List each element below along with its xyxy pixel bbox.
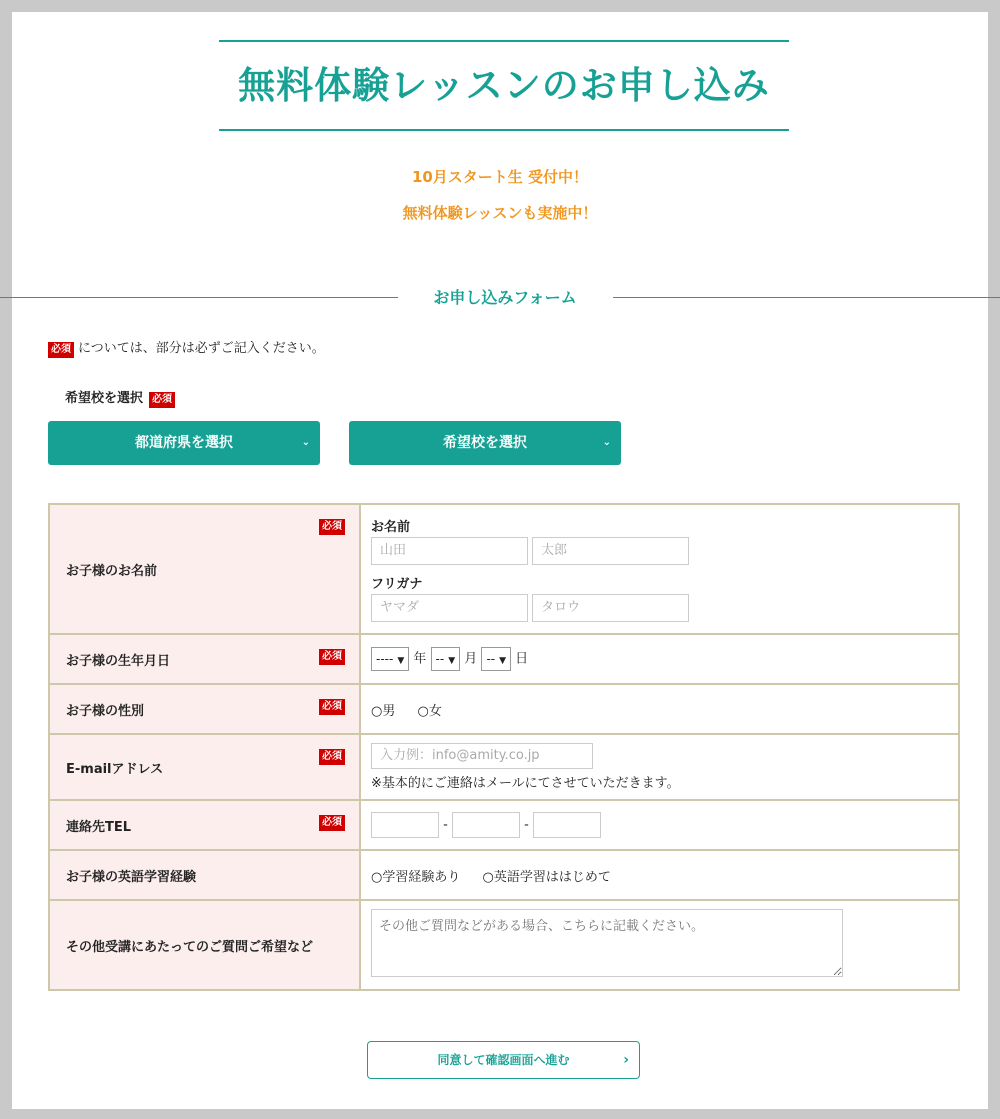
form-row-tel <box>50 801 958 849</box>
first-name-input[interactable]: 太郎 <box>532 537 689 565</box>
prefecture-select[interactable] <box>48 421 320 465</box>
row-header <box>50 851 359 899</box>
year-unit: 年 <box>413 651 427 667</box>
confirm-button-label: 同意して確認画面へ進む <box>437 1053 570 1067</box>
chevron-right-icon: › <box>623 1052 629 1068</box>
chevron-down-icon: ⌄ <box>301 437 310 448</box>
form-row-name <box>50 505 958 633</box>
form-row-experience <box>50 851 958 899</box>
chevron-down-icon: ▼ <box>499 656 507 666</box>
first-name-kana-input[interactable]: タロウ <box>532 594 689 622</box>
tel-row-label: 連絡先TEL <box>66 819 132 835</box>
row-content <box>361 505 958 633</box>
school-select-label-text: 希望校を選択 <box>443 435 527 451</box>
promo-line-1: 10月スタート生 受付中！ <box>411 168 589 186</box>
question-row-label: その他受講にあたってのご質問ご希望など <box>66 939 314 955</box>
row-content <box>361 635 958 683</box>
experience-yes-radio[interactable]: ○学習経験あり <box>371 869 461 885</box>
section-title: お申し込みフォーム <box>433 288 577 307</box>
gender-row-label: お子様の性別 <box>66 703 145 719</box>
row-content <box>361 685 958 733</box>
chevron-down-icon: ▼ <box>448 656 456 666</box>
kanji-name-label: お名前 <box>371 520 411 535</box>
page-title: 無料体験レッスンのお申し込み <box>238 64 770 107</box>
birthday-row-label: お子様の生年月日 <box>66 653 171 669</box>
row-header <box>50 801 359 849</box>
row-header <box>50 901 359 989</box>
question-textarea[interactable] <box>371 909 843 977</box>
email-input[interactable]: 入力例：info@amity.co.jp <box>371 743 593 769</box>
form-row-gender <box>50 685 958 733</box>
row-header <box>50 635 359 683</box>
school-select-label <box>65 387 175 408</box>
chevron-down-icon: ▼ <box>397 656 405 666</box>
section-divider-right <box>613 297 1000 298</box>
form-row-email <box>50 735 958 799</box>
gender-female-radio[interactable]: ○女 <box>417 703 442 719</box>
tel-part2-input[interactable] <box>452 812 520 838</box>
row-content <box>361 801 958 849</box>
birth-day-select[interactable] <box>481 647 511 671</box>
email-row-label: E-mailアドレス <box>66 761 164 777</box>
row-content <box>361 901 958 989</box>
required-note <box>48 337 325 358</box>
promo-line-2: 無料体験レッスンも実施中！ <box>402 204 598 222</box>
application-form <box>48 503 960 991</box>
required-badge: 必須 <box>319 649 345 665</box>
tel-part3-input[interactable] <box>533 812 601 838</box>
chevron-down-icon: ⌄ <box>602 437 611 448</box>
gender-male-radio[interactable]: ○男 <box>371 703 396 719</box>
last-name-kana-input[interactable]: ヤマダ <box>371 594 528 622</box>
required-badge: 必須 <box>319 815 345 831</box>
row-content <box>361 851 958 899</box>
month-unit: 月 <box>464 651 478 667</box>
last-name-input[interactable]: 山田 <box>371 537 528 565</box>
confirm-button[interactable] <box>367 1041 640 1079</box>
row-header <box>50 505 359 633</box>
tel-part1-input[interactable] <box>371 812 439 838</box>
tel-separator: - <box>524 817 529 833</box>
school-label-text: 希望校を選択 <box>65 391 144 406</box>
prefecture-select-label: 都道府県を選択 <box>135 435 233 451</box>
row-header <box>50 735 359 799</box>
tel-separator: - <box>443 817 448 833</box>
title-box <box>219 40 789 131</box>
birth-day-value: -- <box>486 652 496 666</box>
form-row-question <box>50 901 958 989</box>
required-badge: 必須 <box>319 699 345 715</box>
row-content <box>361 735 958 799</box>
kana-name-label: フリガナ <box>371 577 423 592</box>
required-badge: 必須 <box>319 519 345 535</box>
day-unit: 日 <box>515 651 529 667</box>
experience-no-radio[interactable]: ○英語学習ははじめて <box>482 869 611 885</box>
birth-year-value: ---- <box>376 652 394 666</box>
birth-month-select[interactable] <box>431 647 461 671</box>
email-note: ※基本的にご連絡はメールにてさせていただきます。 <box>371 776 680 791</box>
required-badge: 必須 <box>149 392 175 408</box>
section-divider-left <box>0 297 398 298</box>
name-row-label: お子様のお名前 <box>66 563 158 579</box>
required-badge: 必須 <box>319 749 345 765</box>
school-select[interactable] <box>349 421 621 465</box>
required-badge: 必須 <box>48 342 74 358</box>
required-note-text: については、部分は必ずご記入ください。 <box>78 341 325 356</box>
experience-row-label: お子様の英語学習経験 <box>66 869 197 885</box>
birth-year-select[interactable] <box>371 647 409 671</box>
row-header <box>50 685 359 733</box>
form-row-birthday <box>50 635 958 683</box>
birth-month-value: -- <box>435 652 445 666</box>
